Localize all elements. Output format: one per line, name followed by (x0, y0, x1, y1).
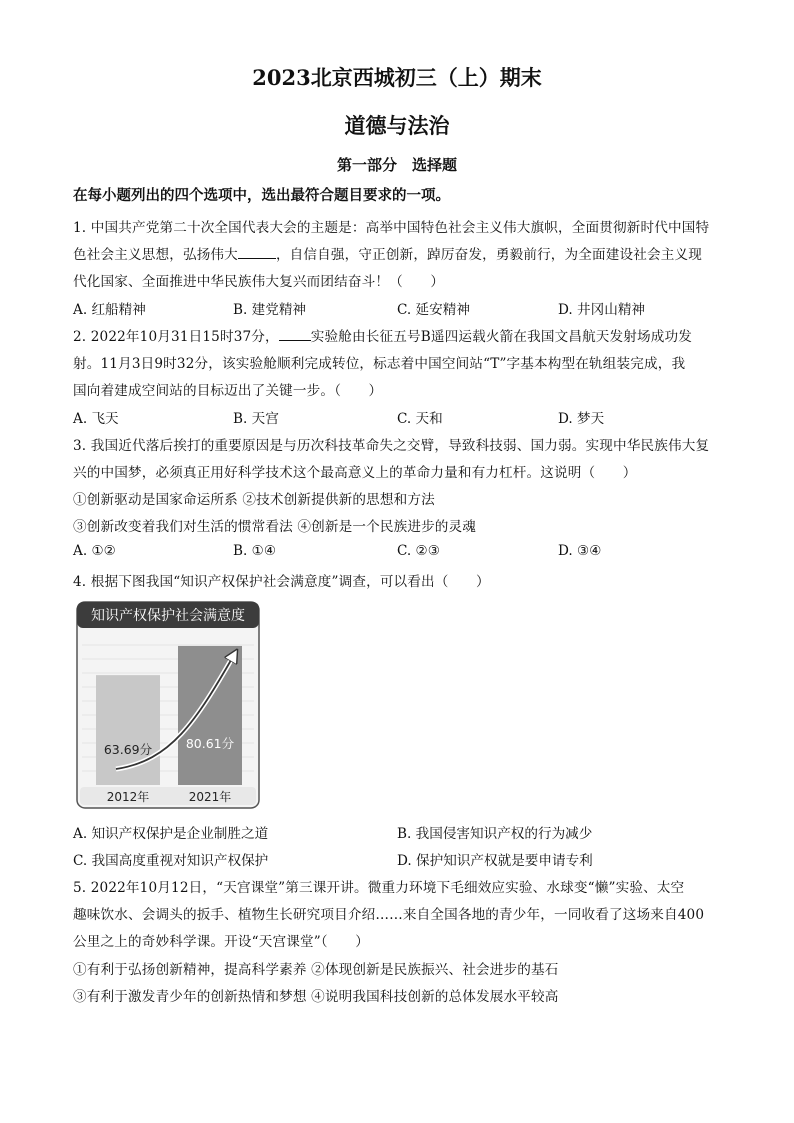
q2-line3: 国向着建成空间站的目标迈出了关键一步。（ ） (73, 383, 383, 399)
q2-option-a[interactable]: A. 飞天 (73, 411, 119, 427)
tick-label-1: 2021年 (188, 790, 232, 804)
q2-line1b: 实验舱由长征五号B遥四运载火箭在我国文昌航天发射场成功发 (310, 329, 693, 345)
q3-option-c[interactable]: C. ②③ (397, 543, 440, 559)
q1-line3: 代化国家、全面推进中华民族伟大复兴而团结奋斗！（ ） (73, 274, 445, 290)
q2-line2: 射。11月3日9时32分，该实验舱顺利完成转位，标志着中国空间站“T”字基本构型在轨组装完成，我 (73, 356, 686, 372)
q3-option-a[interactable]: A. ①② (73, 543, 116, 559)
q5-line3: 公里之上的奇妙科学课。开设“天宫课堂”（ ） (73, 934, 370, 950)
bar-1 (178, 646, 242, 785)
q5-statement2: ③有利于激发青少年的创新热情和梦想 ④说明我国科技创新的总体发展水平较高 (73, 989, 559, 1005)
data-label-1: 80.61分 (185, 736, 235, 751)
q3-option-b[interactable]: B. ①④ (233, 543, 277, 559)
q1-line2 (73, 243, 723, 263)
q4-option-c[interactable]: C. 我国高度重视对知识产权保护 (73, 853, 269, 869)
q4-option-a[interactable]: A. 知识产权保护是企业制胜之道 (73, 826, 269, 842)
chart-title: 知识产权保护社会满意度 (91, 608, 245, 624)
subject-title: 道德与法治 (344, 113, 450, 138)
q1-line1: 1. 中国共产党第二十次全国代表大会的主题是：高举中国特色社会主义伟大旗帜，全面贯彻新时代中国特 (73, 220, 710, 236)
q2-blank (279, 328, 311, 341)
q1-blank (238, 246, 276, 259)
satisfaction-chart (76, 601, 260, 809)
q1-option-a[interactable]: A. 红船精神 (73, 302, 146, 318)
q3-option-d[interactable]: D. ③④ (558, 543, 602, 559)
q4-option-b[interactable]: B. 我国侵害知识产权的行为减少 (397, 826, 593, 842)
q4-line1: 4. 根据下图我国“知识产权保护社会满意度”调查，可以看出（ ） (73, 574, 490, 590)
tick-label-0: 2012年 (106, 790, 150, 804)
q3-statement2: ③创新改变着我们对生活的惯常看法 ④创新是一个民族进步的灵魂 (73, 519, 477, 535)
q3-statement1: ①创新驱动是国家命运所系 ②技术创新提供新的思想和方法 (73, 492, 435, 508)
data-label-0: 63.69分 (103, 742, 153, 757)
exam-title: 2023北京西城初三（上）期末 (252, 65, 542, 90)
q1-option-c[interactable]: C. 延安精神 (397, 302, 470, 318)
q5-statement1: ①有利于弘扬创新精神，提高科学素养 ②体现创新是民族振兴、社会进步的基石 (73, 962, 559, 978)
q5-line1: 5. 2022年10月12日，“天宫课堂”第三课开讲。微重力环境下毛细效应实验、水球变“懒”实验、太空 (73, 880, 685, 896)
q5-line2: 趣味饮水、会调头的扳手、植物生长研究项目介绍……来自全国各地的青少年，一同收看了这场来自400 (73, 907, 705, 923)
q1-line2b: ，自信自强，守正创新，踔厉奋发，勇毅前行，为全面建设社会主义现 (275, 247, 702, 263)
q2-option-d[interactable]: D. 梦天 (558, 411, 605, 427)
q4-option-d[interactable]: D. 保护知识产权就是要申请专利 (397, 853, 593, 869)
q2-option-b[interactable]: B. 天宫 (233, 411, 279, 427)
q3-line2: 兴的中国梦，必须真正用好科学技术这个最高意义上的革命力量和有力杠杆。这说明（ ） (73, 465, 637, 481)
q1-option-b[interactable]: B. 建党精神 (233, 302, 307, 318)
instruction: 在每小题列出的四个选项中，选出最符合题目要求的一项。 (73, 187, 450, 204)
q3-line1: 3. 我国近代落后挨打的重要原因是与历次科技革命失之交臂，导致科技弱、国力弱。实现中华民族伟大复 (73, 438, 710, 454)
q2-option-c[interactable]: C. 天和 (397, 411, 443, 427)
q2-line1a: 2. 2022年10月31日15时37分， (73, 329, 279, 345)
q2-line1 (73, 325, 723, 345)
q1-option-d[interactable]: D. 井冈山精神 (558, 302, 646, 318)
part-title: 第一部分 选择题 (336, 156, 457, 174)
q1-line2a: 色社会主义思想，弘扬伟大 (73, 247, 238, 263)
